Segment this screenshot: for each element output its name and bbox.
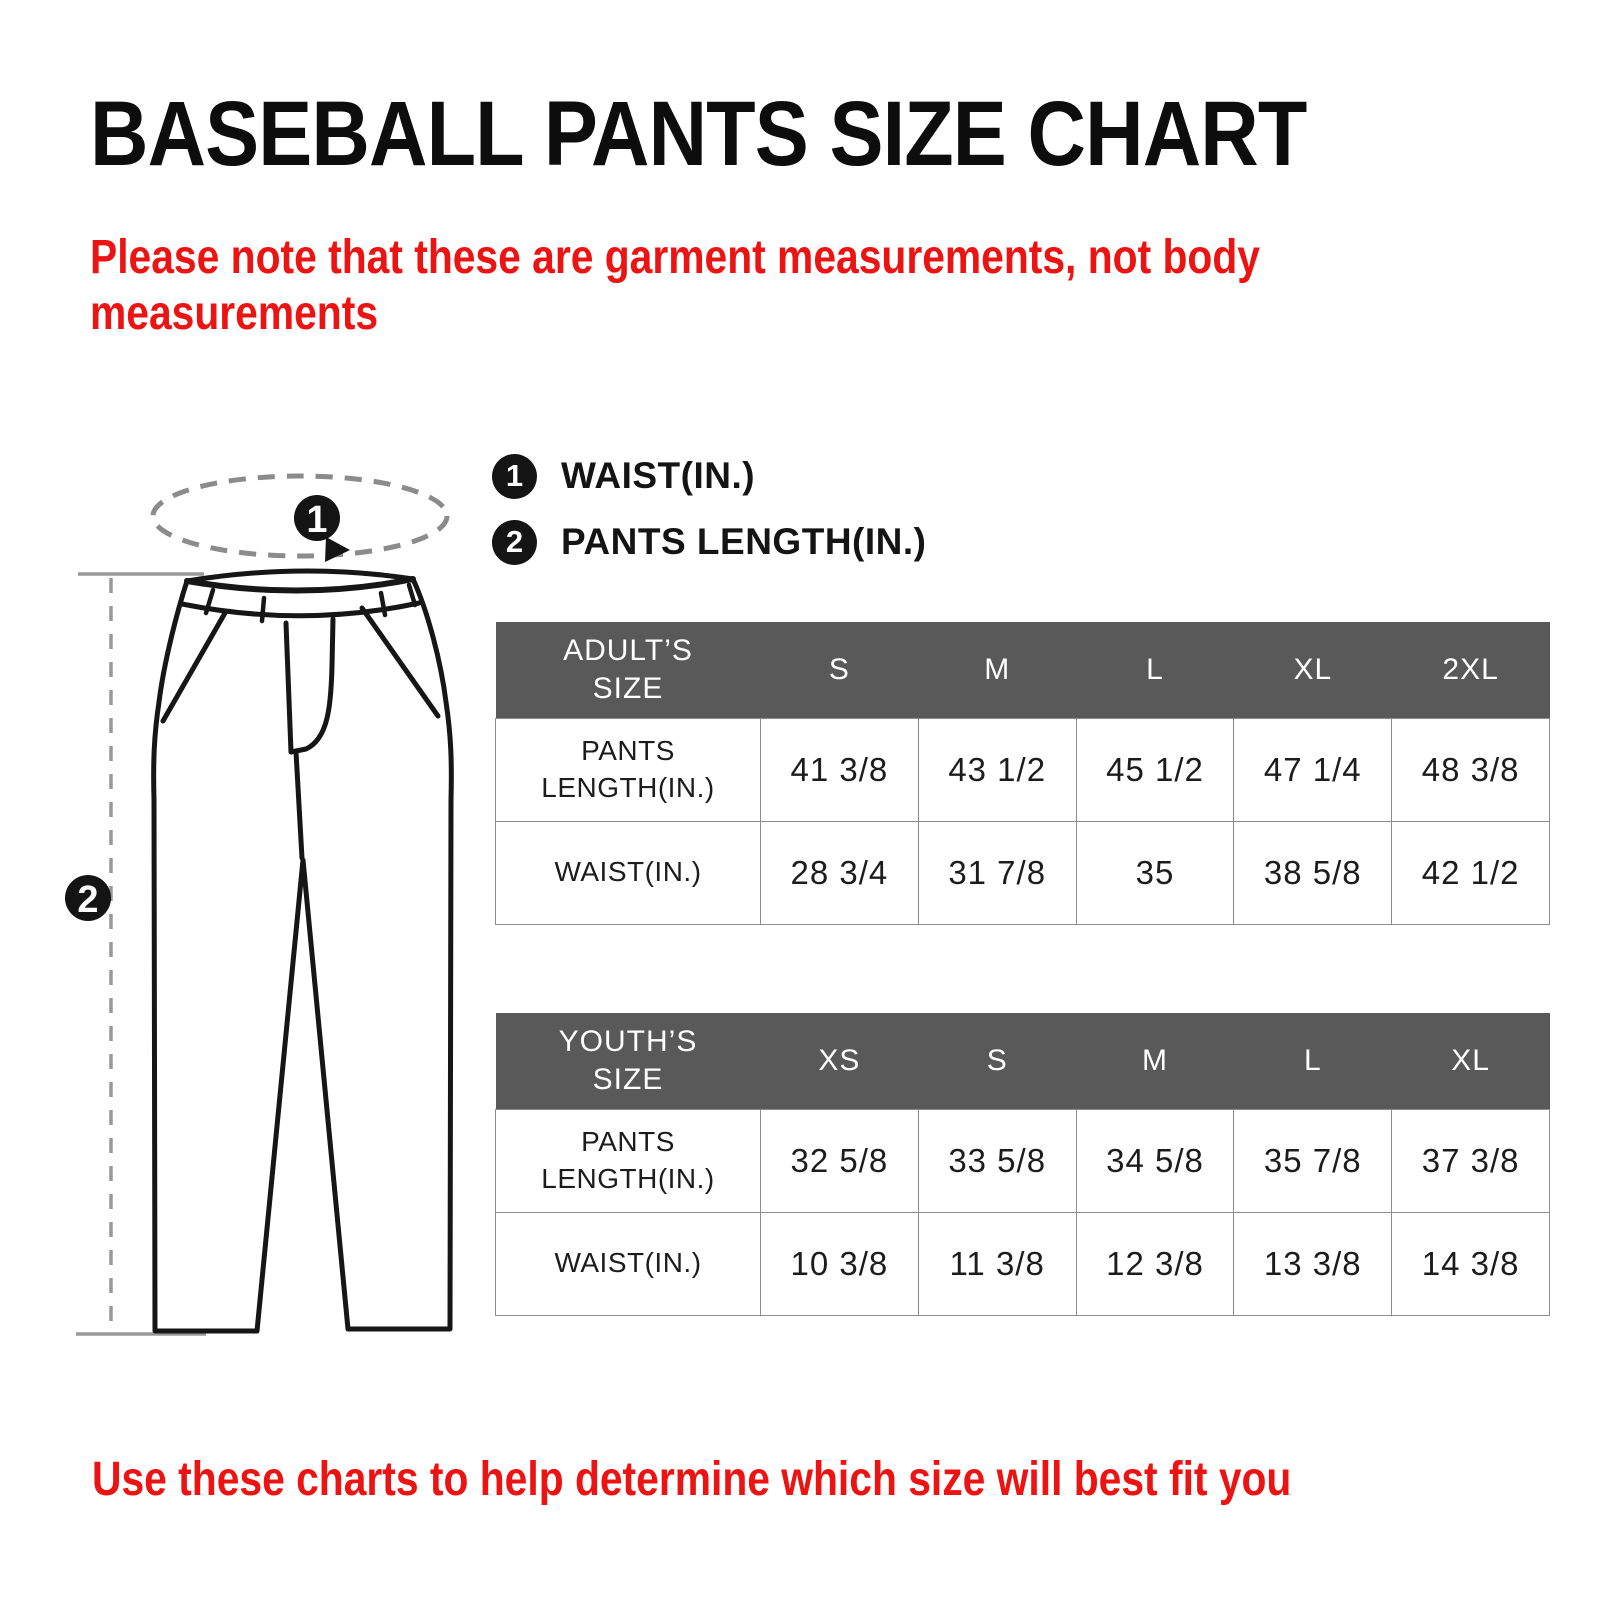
youth-size-table xyxy=(495,1013,1550,1316)
cell: 42 1/2 xyxy=(1392,821,1550,924)
legend-2-number: 2 xyxy=(505,524,524,559)
marker-1-number: 1 xyxy=(306,499,328,541)
legend-1-number: 1 xyxy=(505,458,524,493)
measurement-legend xyxy=(492,452,926,584)
cell: 10 3/8 xyxy=(761,1212,919,1315)
cell: 11 3/8 xyxy=(918,1212,1076,1315)
pants-diagram xyxy=(40,430,510,1350)
marker-2-number: 2 xyxy=(77,879,99,921)
cell: 33 5/8 xyxy=(918,1109,1076,1212)
fit-help-note: Use these charts to help determine which size will best fit you xyxy=(92,1453,1292,1506)
column-header: M xyxy=(918,622,1076,718)
cell: 31 7/8 xyxy=(918,821,1076,924)
cell: 48 3/8 xyxy=(1392,718,1550,821)
column-header: S xyxy=(761,622,919,718)
column-header: XS xyxy=(761,1013,919,1109)
garment-measurement-note: Please note that these are garment measurements, not body measurements xyxy=(90,231,1260,341)
legend-item-pants-length xyxy=(492,518,926,566)
marker-1 xyxy=(294,495,340,541)
marker-2 xyxy=(65,875,111,921)
row-label: WAIST(IN.) xyxy=(496,1212,761,1315)
pants-outline xyxy=(154,571,452,1331)
cell: 41 3/8 xyxy=(761,718,919,821)
adult-table-title: ADULT’S SIZE xyxy=(496,622,761,718)
row-label: PANTS LENGTH(IN.) xyxy=(496,718,761,821)
cell: 47 1/4 xyxy=(1234,718,1392,821)
column-header: XL xyxy=(1392,1013,1550,1109)
cell: 28 3/4 xyxy=(761,821,919,924)
adult-header-row xyxy=(496,622,1550,718)
legend-2-badge xyxy=(492,520,537,565)
legend-waist-label: WAIST(IN.) xyxy=(561,455,756,496)
cell: 34 5/8 xyxy=(1076,1109,1234,1212)
row-label: PANTS LENGTH(IN.) xyxy=(496,1109,761,1212)
cell: 14 3/8 xyxy=(1392,1212,1550,1315)
legend-pants-length-label: PANTS LENGTH(IN.) xyxy=(561,521,927,562)
legend-item-waist xyxy=(492,452,926,500)
table-row xyxy=(496,1212,1550,1315)
waist-measure-arrow-icon xyxy=(325,537,350,562)
table-row xyxy=(496,1109,1550,1212)
cell: 37 3/8 xyxy=(1392,1109,1550,1212)
cell: 13 3/8 xyxy=(1234,1212,1392,1315)
cell: 35 xyxy=(1076,821,1234,924)
row-label: WAIST(IN.) xyxy=(496,821,761,924)
youth-header-row xyxy=(496,1013,1550,1109)
cell: 45 1/2 xyxy=(1076,718,1234,821)
page-title: BASEBALL PANTS SIZE CHART xyxy=(90,83,1307,185)
table-row xyxy=(496,821,1550,924)
column-header: L xyxy=(1234,1013,1392,1109)
column-header: S xyxy=(918,1013,1076,1109)
cell: 12 3/8 xyxy=(1076,1212,1234,1315)
cell: 38 5/8 xyxy=(1234,821,1392,924)
youth-table-title: YOUTH’S SIZE xyxy=(496,1013,761,1109)
legend-1-badge xyxy=(492,454,537,499)
column-header: XL xyxy=(1234,622,1392,718)
cell: 43 1/2 xyxy=(918,718,1076,821)
table-row xyxy=(496,718,1550,821)
cell: 35 7/8 xyxy=(1234,1109,1392,1212)
adult-size-table xyxy=(495,622,1550,925)
column-header: L xyxy=(1076,622,1234,718)
column-header: 2XL xyxy=(1392,622,1550,718)
column-header: M xyxy=(1076,1013,1234,1109)
cell: 32 5/8 xyxy=(761,1109,919,1212)
